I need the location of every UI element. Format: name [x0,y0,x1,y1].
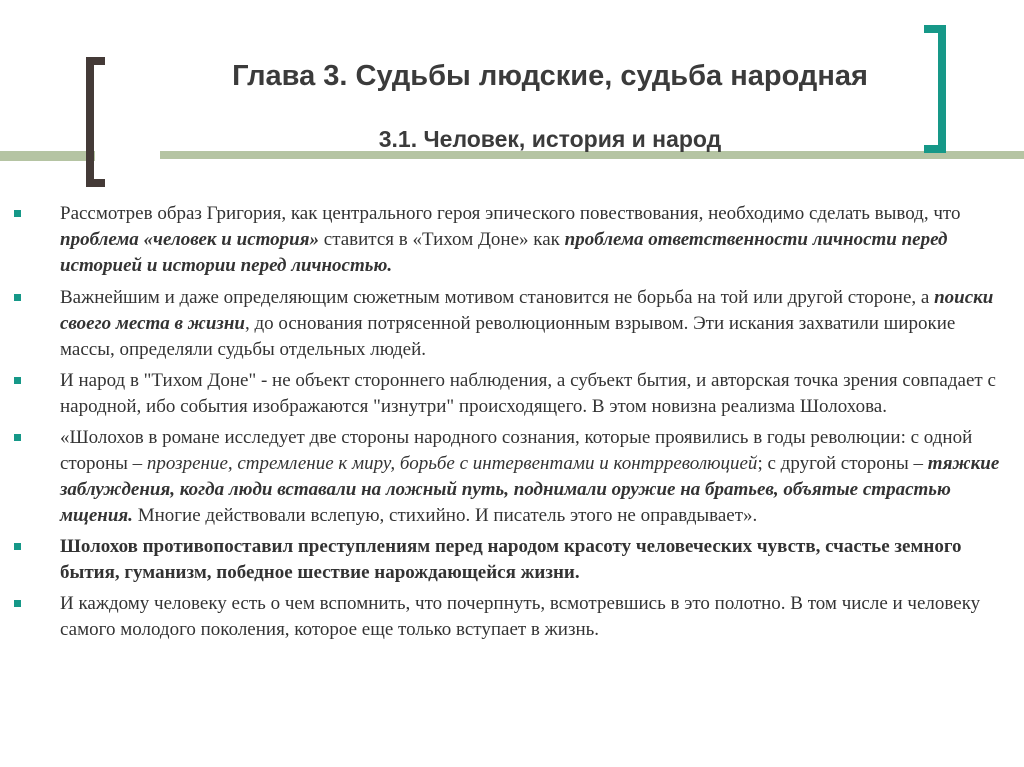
square-bullet-icon [14,434,21,441]
emphasis-text: поиски своего места в жизни [60,287,994,334]
square-bullet-icon [14,543,21,550]
emphasis-text: тяжкие заблуждения, когда люди вставали на ложный путь, поднимали оружие на братьев, объятые страстью мщения. [60,453,1000,526]
square-bullet-icon [14,210,21,217]
list-item [14,425,1014,529]
text-run: «Шолохов в романе исследует две стороны народного сознания, которые проявились в годы революции: с одной стороны – [60,427,973,474]
text-run: ; с другой стороны – [757,453,928,474]
list-item [14,285,1014,363]
list-item [14,591,1014,643]
text-run: И народ в "Тихом Доне" - не объект стороннего наблюдения, а субъект бытия, и авторская точка зрения совпадает с народной, ибо события изображаются "изнутри" происходящего. В этом новизна реализма Шолохова. [60,370,996,417]
bullet-list [14,201,1014,648]
text-run: , до основания потрясенной революционным взрывом. Эти искания захватили широкие массы, определяли судьбы отдельных людей. [60,313,956,360]
slide-subtitle: 3.1. Человек, история и народ [378,126,722,152]
text-run: Рассмотрев образ Григория, как центрального героя эпического повествования, необходимо сделать вывод, что [60,203,961,224]
list-item [14,201,1014,279]
square-bullet-icon [14,600,21,607]
text-run: Важнейшим и даже определяющим сюжетным мотивом становится не борьба на той или другой стороне, а [60,287,935,308]
square-bullet-icon [14,294,21,301]
text-run: Многие действовали вслепую, стихийно. И писатель этого не оправдывает». [132,505,758,526]
emphasis-text: проблема ответственности личности перед историей и истории перед личностью. [60,229,948,276]
square-bullet-icon [14,377,21,384]
bold-text: Шолохов противопоставил преступлениям перед народом красоту человеческих чувств, счастье земного бытия, гуманизм, победное шествие нарождающейся жизни. [60,536,962,583]
list-item [14,368,1014,420]
list-item [14,534,1014,586]
italic-text: прозрение, стремление к миру, борьбе с интервентами и контрреволюцией [146,453,758,474]
decorative-band-left [0,151,95,161]
text-run: ставится в «Тихом Доне» как [319,229,565,250]
emphasis-text: проблема «человек и история» [60,229,320,250]
left-bracket-decoration [86,57,105,187]
slide-title: Глава 3. Судьбы людские, судьба народная [232,60,868,92]
text-run: И каждому человеку есть о чем вспомнить, что почерпнуть, всмотревшись в это полотно. В том числе и человеку самого молодого поколения, которое еще только вступает в жизнь. [60,593,981,640]
